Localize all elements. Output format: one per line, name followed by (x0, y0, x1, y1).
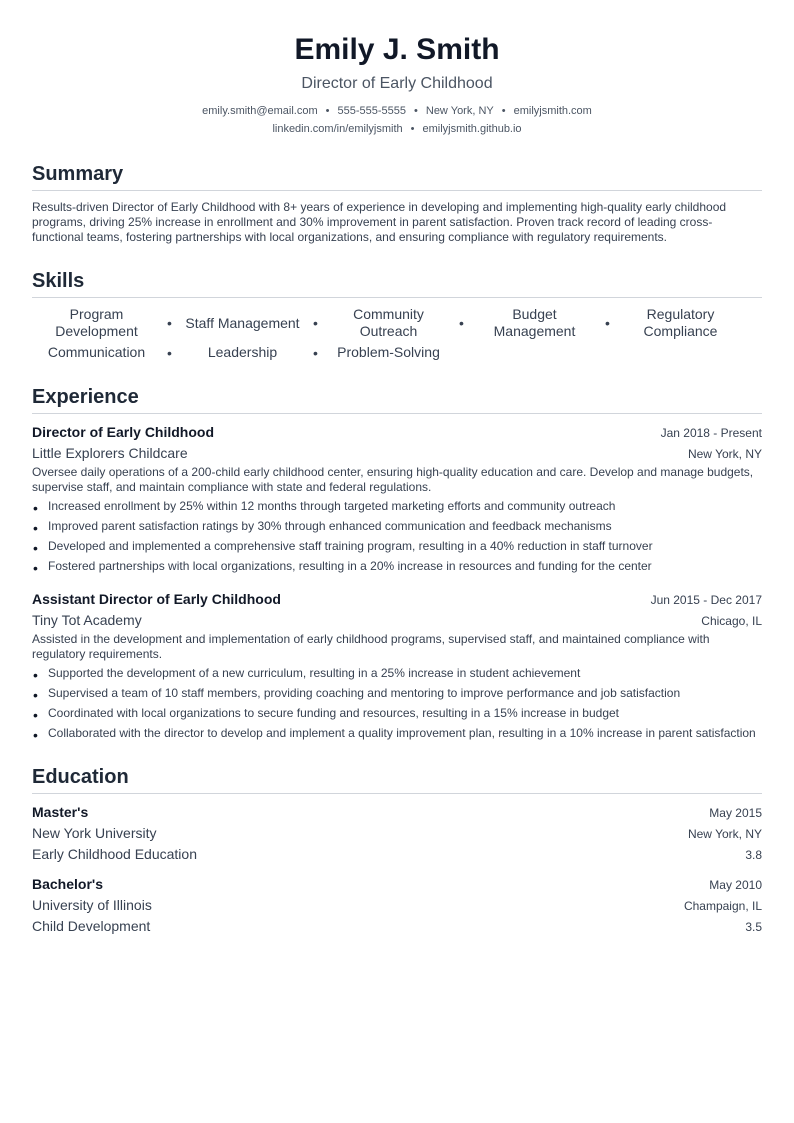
job-description: Assisted in the development and implementation of early childhood programs, supervised staff, and maintained compliance with regulatory requirements. (32, 632, 710, 661)
achievement-list (32, 499, 762, 574)
separator-dot: • (313, 315, 318, 331)
achievement-item: • Developed and implemented a comprehensive staff training program, resulting in a 40% reduction in staff turnover (32, 539, 762, 554)
resume-header (32, 0, 762, 138)
school-location: Champaign, IL (683, 899, 762, 913)
degree-name: Master's (32, 804, 89, 820)
job-title-heading: Director of Early Childhood (301, 75, 493, 92)
skills-heading: Skills (32, 269, 762, 298)
education-heading: Education (32, 765, 762, 794)
field-of-study: Early Childhood Education (32, 846, 197, 862)
achievement-item: • Fostered partnerships with local organizations, resulting in a 20% increase in resources and funding for the center (32, 559, 762, 574)
education-entry (32, 875, 762, 935)
skills-row-1 (32, 306, 762, 340)
education-section (32, 765, 762, 935)
skill-item: Leadership (207, 344, 278, 360)
phone-number[interactable]: 555-555-5555 (337, 105, 407, 117)
achievement-item: • Coordinated with local organizations to secure funding and resources, resulting in a 15% increase in budget (32, 706, 762, 721)
achievement-item: • Supervised a team of 10 staff members, providing coaching and mentoring to improve performance and job satisfaction (32, 686, 762, 701)
separator-dot: • (410, 123, 415, 135)
experience-entry (32, 423, 762, 574)
field-of-study: Child Development (32, 918, 151, 934)
skill-item: Staff Management (185, 314, 300, 331)
summary-section (32, 162, 762, 245)
job-location: Chicago, IL (701, 614, 762, 628)
school-name: University of Illinois (32, 897, 152, 913)
company-name: Little Explorers Childcare (32, 445, 188, 461)
education-entry (32, 803, 762, 863)
gpa-value: 3.5 (745, 920, 762, 934)
achievement-item: • Improved parent satisfaction ratings by 30% through enhanced communication and feedback mechanisms (32, 519, 762, 534)
email-link[interactable]: emily.smith@email.com (202, 105, 318, 117)
skills-row-2 (32, 344, 762, 361)
experience-heading: Experience (32, 385, 762, 414)
summary-text: Results-driven Director of Early Childhood with 8+ years of experience in developing and implementing high-quality early childhood programs, driving 25% increase in enrollment and 30% improvement in parent satisfaction. Proven track record of leading cross-functional teams, fostering partnerships with local organizations, and ensuring compliance with regulatory requirements. (32, 200, 727, 244)
website-link[interactable]: emilyjsmith.com (513, 105, 592, 117)
contact-row-1 (32, 102, 762, 120)
skills-list (32, 306, 762, 361)
skills-section (32, 269, 762, 361)
separator-dot: • (501, 105, 506, 117)
company-name: Tiny Tot Academy (32, 612, 142, 628)
date-range: Jun 2015 - Dec 2017 (650, 593, 762, 607)
achievement-list (32, 666, 762, 741)
separator-dot: • (313, 344, 318, 361)
location-text: New York, NY (425, 105, 494, 117)
contact-row-2 (32, 120, 762, 138)
skill-item: Community Outreach (353, 306, 424, 339)
position-title: Assistant Director of Early Childhood (32, 591, 281, 607)
separator-dot: • (325, 105, 330, 117)
linkedin-link[interactable]: linkedin.com/in/emilyjsmith (272, 123, 403, 135)
graduation-date: May 2010 (709, 878, 762, 892)
github-link[interactable]: emilyjsmith.github.io (422, 123, 522, 135)
graduation-date: May 2015 (709, 806, 762, 820)
achievement-item: • Increased enrollment by 25% within 12 months through targeted marketing efforts and community outreach (32, 499, 762, 514)
school-location: New York, NY (687, 827, 762, 841)
skill-item: Problem-Solving (337, 344, 440, 360)
person-name: Emily J. Smith (294, 33, 500, 66)
skill-item: Communication (47, 344, 146, 360)
skill-item: Regulatory Compliance (643, 306, 718, 339)
summary-heading: Summary (32, 162, 762, 191)
separator-dot: • (459, 315, 464, 331)
skill-item: Program Development (55, 306, 138, 339)
separator-dot: • (414, 105, 418, 117)
separator-dot: • (167, 315, 172, 331)
separator-dot: • (167, 344, 172, 361)
achievement-item: • Supported the development of a new curriculum, resulting in a 25% increase in student achievement (32, 666, 762, 681)
degree-name: Bachelor's (32, 876, 104, 892)
job-location: New York, NY (687, 447, 762, 461)
job-description: Oversee daily operations of a 200-child early childhood center, ensuring high-quality education and care. Develop and manage budgets, supervise staff, and maintain compliance with state and federal regulations. (32, 465, 754, 494)
date-range: Jan 2018 - Present (660, 426, 762, 440)
gpa-value: 3.8 (745, 848, 762, 862)
school-name: New York University (32, 825, 157, 841)
skill-item: Budget Management (493, 306, 576, 339)
achievement-item: • Collaborated with the director to develop and implement a quality improvement plan, resulting in a 10% increase in parent satisfaction (32, 726, 762, 741)
experience-section (32, 385, 762, 741)
separator-dot: • (605, 315, 610, 331)
position-title: Director of Early Childhood (32, 424, 215, 440)
experience-entry (32, 590, 762, 741)
